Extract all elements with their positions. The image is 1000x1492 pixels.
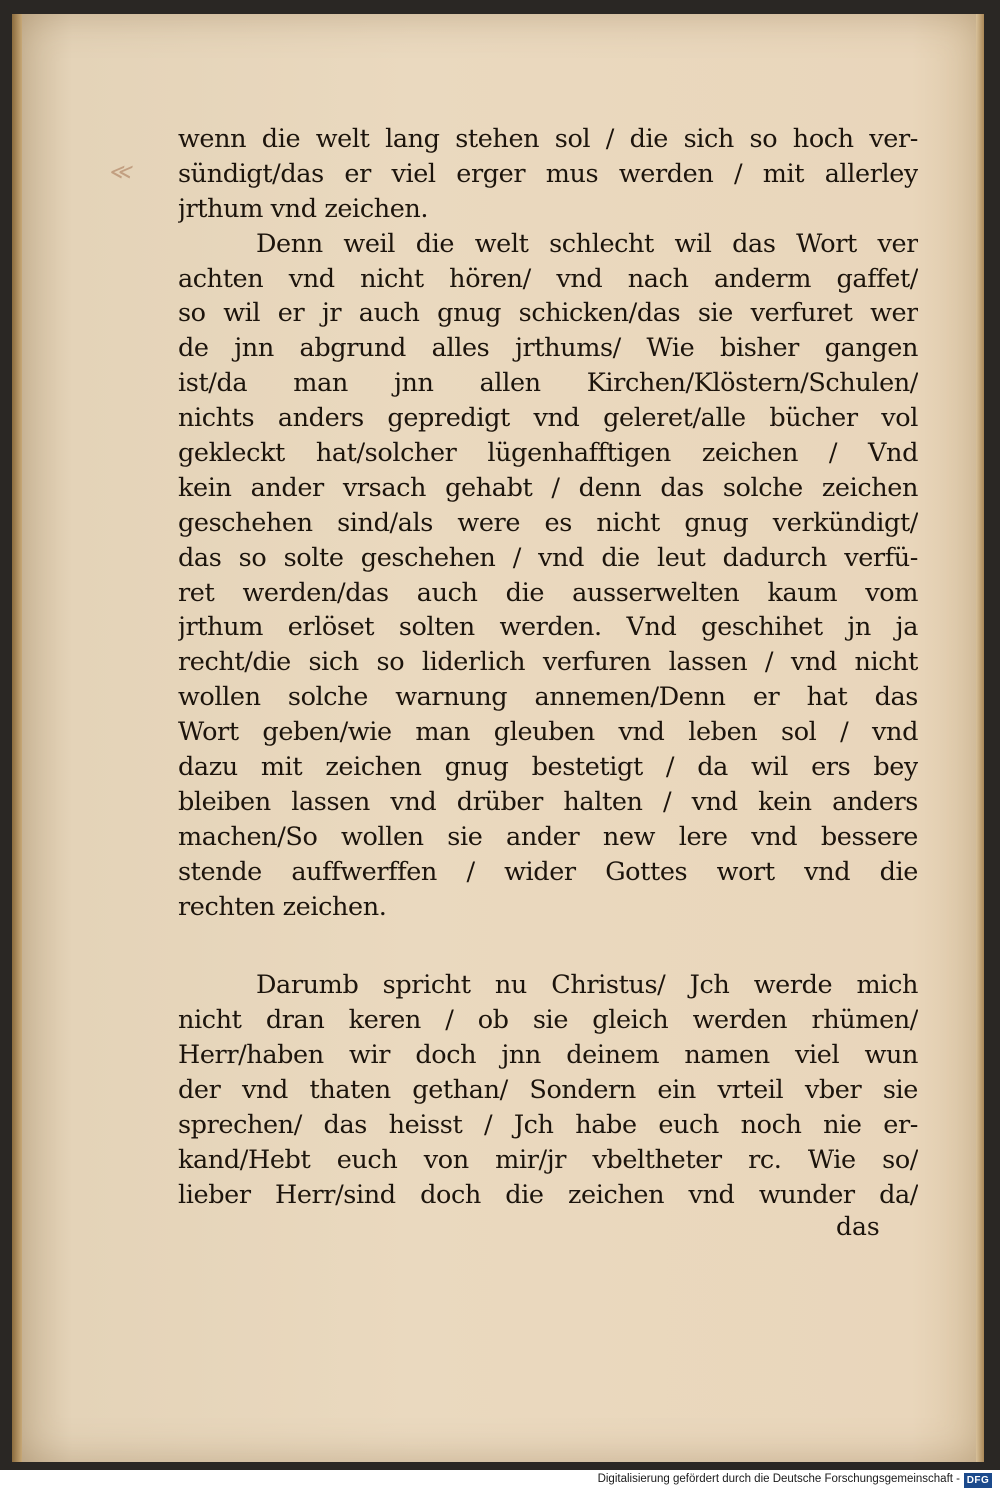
text-line: sprechen/ das heisst / Jch habe euch noch nie er- — [178, 1110, 918, 1141]
text-line: kein ander vrsach gehabt / denn das solche zeichen — [178, 472, 918, 503]
page-text-block — [178, 122, 918, 1213]
text-line: rechten zeichen. — [178, 891, 387, 922]
text-line: der vnd thaten gethan/ Sondern ein vrteil vber sie — [178, 1075, 918, 1106]
paragraph-gap — [178, 924, 918, 968]
paragraph-1 — [178, 122, 918, 227]
text-line: geschehen sind/als were es nicht gnug verkündigt/ — [178, 507, 918, 538]
marginal-mark: ≪ — [108, 160, 132, 185]
text-line: de jnn abgrund alles jrthums/ Wie bisher gangen — [178, 333, 918, 364]
text-line: das so solte geschehen / vnd die leut dadurch verfü- — [178, 542, 918, 573]
text-line: gekleckt hat/solcher lügenhafftigen zeichen / Vnd — [178, 438, 918, 469]
text-line: jrthum vnd zeichen. — [178, 193, 429, 224]
text-line: lieber Herr/sind doch die zeichen vnd wunder da/ — [178, 1179, 918, 1210]
paragraph-2 — [178, 227, 918, 925]
text-line: ist/da man jnn allen Kirchen/Klöstern/Schulen/ — [178, 368, 918, 399]
text-line: Denn weil die welt schlecht wil das Wort ver — [256, 228, 918, 259]
funding-credit: Digitalisierung gefördert durch die Deutsche Forschungsgemeinschaft - — [597, 1473, 960, 1485]
text-line: Wort geben/wie man gleuben vnd leben sol / vnd — [178, 717, 918, 748]
page-gutter-edge — [12, 14, 22, 1462]
text-line: kand/Hebt euch von mir/jr vbeltheter rc. Wie so/ — [178, 1144, 918, 1175]
page-fore-edge — [976, 14, 984, 1462]
text-line: Darumb spricht nu Christus/ Jch werde mich — [256, 970, 918, 1001]
text-line: achten vnd nicht hören/ vnd nach anderm gaffet/ — [178, 263, 918, 294]
text-line: wollen solche warnung annemen/Denn er hat das — [178, 682, 918, 713]
paragraph-3 — [178, 968, 918, 1212]
text-line: nicht dran keren / ob sie gleich werden rhümen/ — [178, 1005, 918, 1036]
text-line: jrthum erlöset solten werden. Vnd geschihet jn ja — [178, 612, 918, 643]
text-line: sündigt/das er viel erger mus werden / mit allerley — [178, 158, 918, 189]
text-line: Herr/haben wir doch jnn deinem namen viel wun — [178, 1040, 918, 1071]
text-line: recht/die sich so liderlich verfuren lassen / vnd nicht — [178, 647, 918, 678]
text-line: so wil er jr auch gnug schicken/das sie verfuret wer — [178, 298, 918, 329]
catchword: das — [836, 1212, 880, 1241]
text-line: ret werden/das auch die ausserwelten kaum vom — [178, 577, 918, 608]
text-line: bleiben lassen vnd drüber halten / vnd kein anders — [178, 786, 918, 817]
text-line: dazu mit zeichen gnug bestetigt / da wil ers bey — [178, 752, 918, 783]
text-line: stende auffwerffen / wider Gottes wort vnd die — [178, 856, 918, 887]
footer-bar — [0, 1470, 1000, 1492]
text-line: nichts anders gepredigt vnd geleret/alle bücher vol — [178, 403, 918, 434]
text-line: machen/So wollen sie ander new lere vnd bessere — [178, 821, 918, 852]
text-line: wenn die welt lang stehen sol / die sich so hoch ver- — [178, 124, 918, 154]
dfg-logo-icon[interactable]: DFG — [964, 1473, 992, 1488]
